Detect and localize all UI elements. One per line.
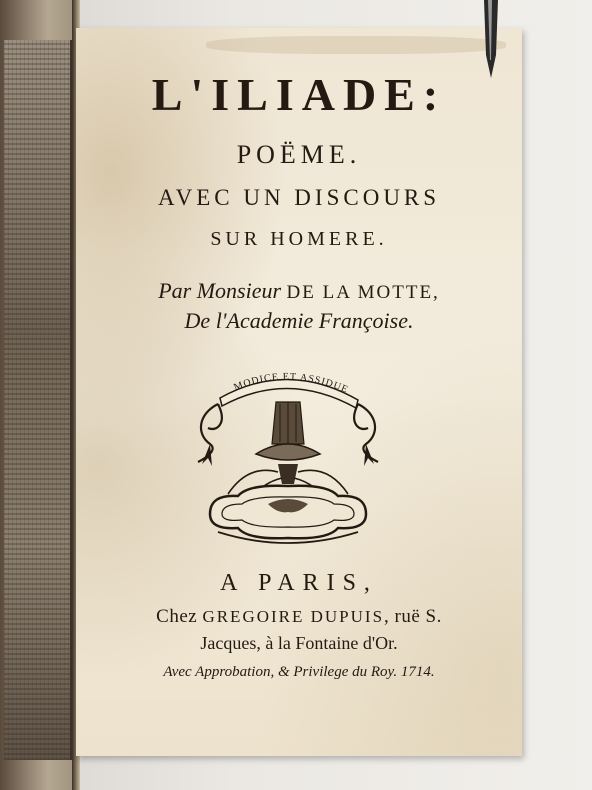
subtitle-poeme: POËME. — [236, 140, 362, 169]
paper-stain — [206, 36, 506, 54]
subtitle-discours: AVEC UN DISCOURS — [157, 185, 441, 210]
author-prefix: Par Monsieur — [158, 278, 287, 303]
imprint-city: A PARIS, — [220, 570, 378, 596]
privilege-line: Avec Approbation, & Privilege du Roy. 1714. — [163, 664, 435, 680]
printers-device-fountain — [188, 354, 388, 554]
subtitle-homere: SUR HOMERE. — [210, 228, 388, 250]
publisher-name: GREGOIRE DUPUIS — [202, 607, 385, 626]
publisher-prefix: Chez — [156, 606, 203, 627]
book-title: L'ILIADE: — [151, 69, 447, 120]
publisher-suffix: , ruë S. — [384, 606, 442, 627]
publisher-line — [76, 606, 522, 628]
engraving-plate — [4, 40, 72, 760]
title-page — [76, 28, 522, 756]
author-line — [76, 278, 522, 304]
device-motto: MODICE ET ASSIDUE — [232, 371, 351, 396]
publisher-address: Jacques, à la Fontaine d'Or. — [200, 633, 398, 653]
author-name: DE LA MOTTE, — [286, 282, 440, 303]
paper-knife-icon — [478, 0, 504, 80]
frontispiece-engraving — [0, 0, 80, 790]
academy-line: De l'Academie Françoise. — [184, 308, 414, 333]
